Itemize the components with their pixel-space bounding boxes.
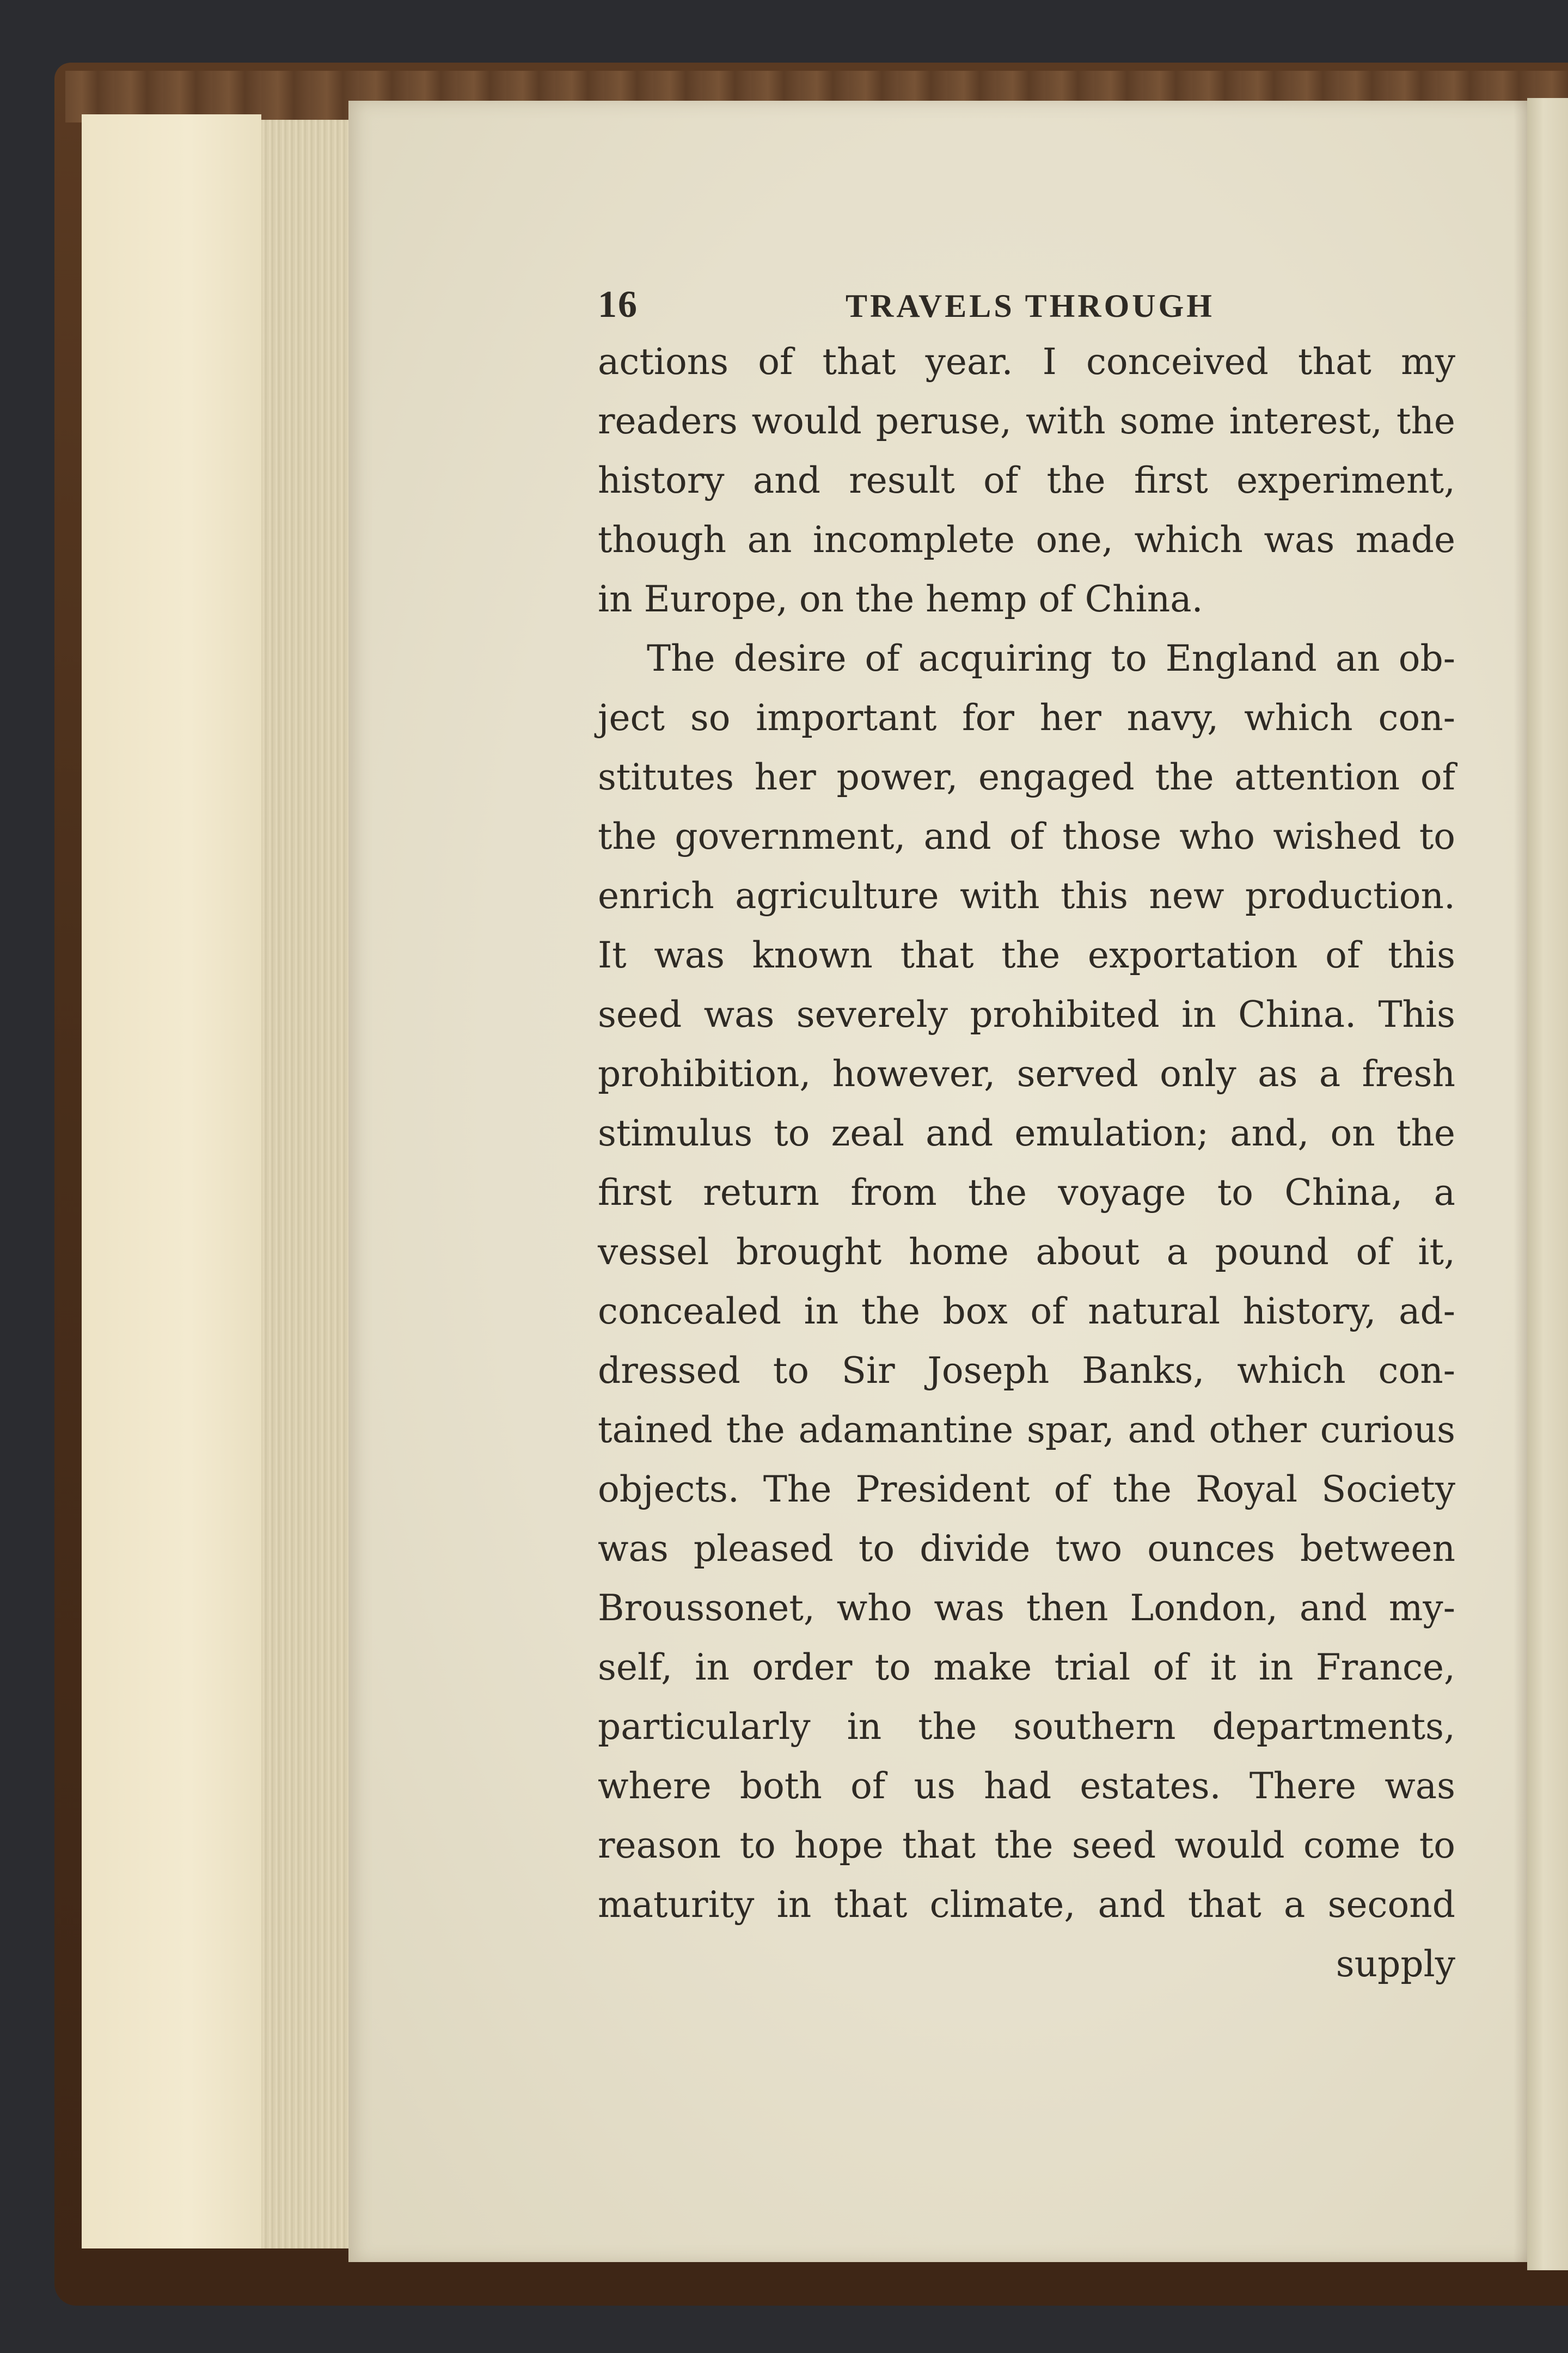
running-head-title: TRAVELS THROUGH (846, 288, 1215, 324)
text-line: tained the adamantine spar, and other curious (598, 1409, 1455, 1451)
page-text-block (598, 283, 1455, 1994)
text-line: objects. The President of the Royal Society (598, 1468, 1455, 1510)
text-line: was pleased to divide two ounces between (598, 1528, 1455, 1570)
catchword: supply (1336, 1943, 1455, 1985)
text-line: first return from the voyage to China, a (598, 1172, 1455, 1214)
text-line: self, in order to make trial of it in France, (598, 1646, 1455, 1688)
text-line: vessel brought home about a pound of it, (598, 1231, 1455, 1273)
text-line: where both of us had estates. There was (598, 1765, 1455, 1807)
page-number: 16 (598, 284, 638, 326)
text-line: It was known that the exportation of this (598, 934, 1455, 976)
text-line: enrich agriculture with this new production. (598, 875, 1455, 917)
text-line: stimulus to zeal and emulation; and, on the (598, 1112, 1455, 1154)
text-line: Broussonet, who was then London, and my- (598, 1587, 1455, 1629)
text-line: reason to hope that the seed would come to (598, 1824, 1455, 1866)
text-line: ject so important for her navy, which con- (598, 697, 1455, 739)
text-line: stitutes her power, engaged the attention of (598, 756, 1455, 798)
text-line: dressed to Sir Joseph Banks, which con- (598, 1350, 1455, 1392)
text-line: readers would peruse, with some interest, the (598, 400, 1455, 442)
text-line: in Europe, on the hemp of China. (598, 578, 1203, 620)
text-line: prohibition, however, served only as a fresh (598, 1053, 1455, 1095)
text-line: seed was severely prohibited in China. This (598, 994, 1455, 1035)
text-line: though an incomplete one, which was made (598, 519, 1455, 561)
paragraph-first-line: The desire of acquiring to England an ob- (647, 638, 1455, 679)
text-line: actions of that year. I conceived that my (598, 341, 1455, 383)
facing-page-edge (1527, 98, 1568, 2270)
text-line: the government, and of those who wished to (598, 816, 1455, 857)
page-stack-edges (261, 120, 348, 2248)
text-line: particularly in the southern departments, (598, 1706, 1455, 1748)
text-line: history and result of the first experiment, (598, 459, 1455, 501)
running-head (598, 283, 1455, 332)
fore-edge-leaf (82, 114, 261, 2248)
text-line: concealed in the box of natural history, ad- (598, 1290, 1455, 1332)
text-line: maturity in that climate, and that a second (598, 1884, 1455, 1926)
